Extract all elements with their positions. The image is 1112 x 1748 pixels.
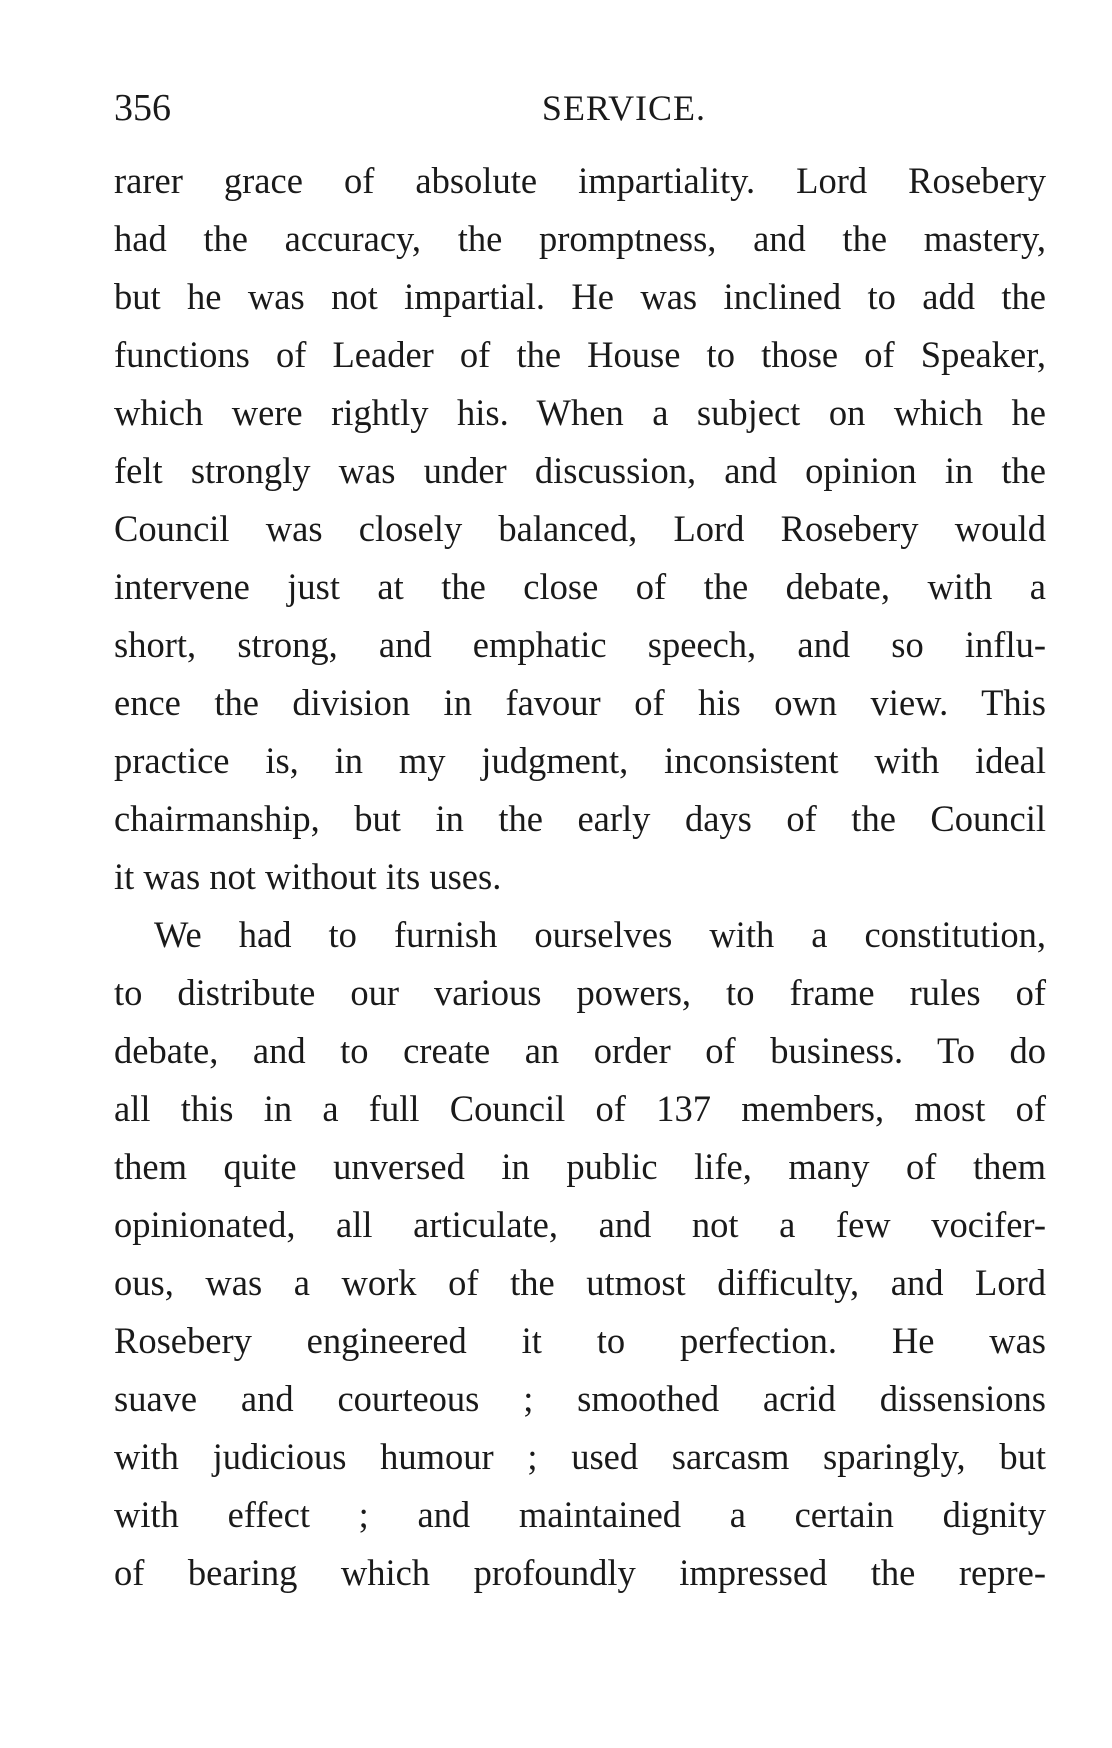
text-line: Council was closely balanced, Lord Rosebery would: [114, 508, 1046, 549]
text-line: to distribute our various powers, to frame rules of: [114, 972, 1046, 1013]
text-line: ence the division in favour of his own view. This: [114, 682, 1046, 723]
text-line: which were rightly his. When a subject on which he: [114, 392, 1046, 433]
text-line: opinionated, all articulate, and not a few vocifer-: [114, 1204, 1046, 1245]
text-line: had the accuracy, the promptness, and the mastery,: [114, 218, 1046, 259]
text-line: felt strongly was under discussion, and opinion in the: [114, 450, 1046, 491]
text-line: short, strong, and emphatic speech, and so influ-: [114, 624, 1046, 665]
text-line: intervene just at the close of the debate, with a: [114, 566, 1046, 607]
text-line: debate, and to create an order of business. To do: [114, 1030, 1046, 1071]
text-line: them quite unversed in public life, many of them: [114, 1146, 1046, 1187]
running-head: SERVICE.: [541, 88, 707, 128]
page-number: 356: [114, 87, 171, 129]
text-line: practice is, in my judgment, inconsistent with ideal: [114, 740, 1046, 781]
text-line: functions of Leader of the House to those of Speaker,: [114, 334, 1046, 375]
text-line: Rosebery engineered it to perfection. He was: [114, 1320, 1046, 1361]
text-line: chairmanship, but in the early days of the Council: [114, 798, 1046, 839]
text-line: We had to furnish ourselves with a constitution,: [154, 914, 1046, 955]
page-body: [114, 152, 1046, 1602]
paragraph-1: [114, 152, 1046, 906]
text-line: rarer grace of absolute impartiality. Lord Rosebery: [114, 160, 1046, 201]
text-line: all this in a full Council of 137 members, most of: [114, 1088, 1046, 1129]
text-line: of bearing which profoundly impressed the repre-: [114, 1552, 1046, 1593]
text-line: it was not without its uses.: [114, 856, 502, 897]
text-line: with effect ; and maintained a certain dignity: [114, 1494, 1046, 1535]
text-line: suave and courteous ; smoothed acrid dissensions: [114, 1378, 1046, 1419]
text-line: with judicious humour ; used sarcasm sparingly, but: [114, 1436, 1046, 1477]
text-line: ous, was a work of the utmost difficulty, and Lord: [114, 1262, 1046, 1303]
page-header: [114, 82, 1044, 134]
text-line: but he was not impartial. He was inclined to add the: [114, 276, 1046, 317]
paragraph-2: [114, 906, 1046, 1602]
